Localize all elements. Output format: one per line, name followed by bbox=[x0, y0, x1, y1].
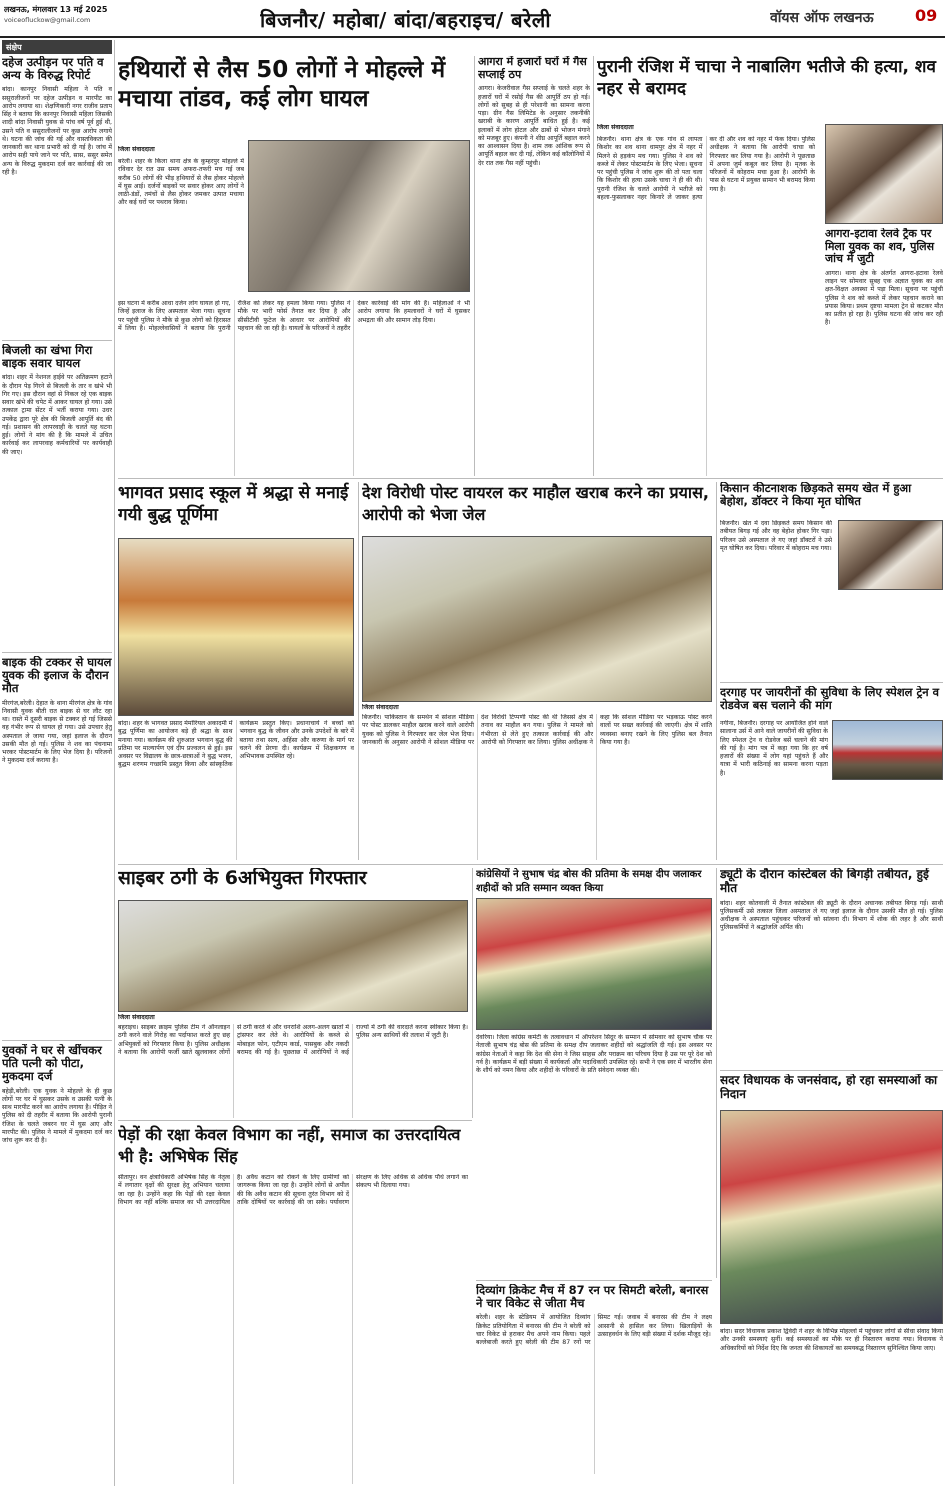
lead-story bbox=[118, 56, 470, 476]
brief-title: दहेज उत्पीड़न पर पति व अन्य के विरुद्ध रिपोर्ट bbox=[2, 56, 104, 83]
gas-story bbox=[478, 56, 590, 476]
vidhayak-headline: सदर विधायक के जनसंवाद, हो रहा समस्याओं का निदान bbox=[720, 1074, 938, 1101]
lead-dateline: जिला संवाददाता bbox=[118, 146, 155, 153]
masthead-email: voiceofluckow@gmail.com bbox=[4, 16, 91, 24]
murder-photo bbox=[825, 124, 943, 224]
farmer-story bbox=[720, 482, 943, 678]
murder-headline: पुरानी रंजिश में चाचा ने नाबालिग भतीजे की हत्या, शव नहर से बरामद bbox=[597, 57, 936, 100]
brief-body: बांदा। शहर में नेशनल हाईवे पर अतिक्रमण हटाने के दौरान पेड़ गिरने से बिजली के तार व खंभे भी गिर गए। इस दौरान वहां से निकल रहे एक बाइक सवार खंभे की चपेट में आकर घायल हो गया। उसे तत्काल ट्रामा सेंटर में भर्ती कराया गया। उधर उपकेंद्र द्वारा पूरे क्षेत्र की बिजली आपूर्ति बंद की गई। प्रशासन की लापरवाही के चलते यह घटना हुई। लोगों ने मांग की है कि मामले में उचित कार्रवाई कर लापरवाह कर्मचारियों पर कार्यवाही की जाए। bbox=[2, 374, 112, 456]
brief-title: बिजली का खंभा गिरा बाइक सवार घायल bbox=[2, 344, 93, 371]
brief-title: युवकों ने घर से खींचकर पति पत्नी को पीटा, मुकदमा दर्ज bbox=[2, 1044, 102, 1084]
masthead-date: लखनऊ, मंगलवार 13 मई 2025 bbox=[4, 5, 108, 14]
post-photo-police bbox=[362, 536, 712, 702]
page-number: 09 bbox=[915, 6, 938, 25]
train-story bbox=[825, 228, 943, 476]
buddha-headline: भागवत प्रसाद स्कूल में श्रद्धा से मनाई गयी बुद्ध पूर्णिमा bbox=[118, 483, 349, 526]
cyber-dateline: जिला संवाददाता bbox=[118, 1014, 155, 1021]
train-body: आगरा। थाना क्षेत्र के अंतर्गत आगरा-इटावा रेलवे लाइन पर सोमवार सुबह एक अज्ञात युवक का शव क्षत-विक्षत अवस्था में पड़ा मिला। सूचना पर पहुंची पुलिस ने शव को कब्जे में लेकर पहचान कराने का प्रयास किया। प्रथम दृष्टया मामला ट्रेन से कटकर मौत का प्रतीत हो रहा है। पुलिस घटना की जांच कर रही है। bbox=[825, 269, 943, 327]
sidebar bbox=[2, 40, 112, 1486]
brief-body: बहेड़ी,बरेली। एक युवक ने मोहल्ले के ही कुछ लोगों पर घर में घुसकर उसके व उसकी पत्नी के साथ मारपीट करने का आरोप लगाया है। पीड़ित ने पुलिस को दी तहरीर में बताया कि आरोपी पुरानी रंजिश के चलते जबरन घर में घुस आए और मारपीट की। पुलिस ने मामले में मुकदमा दर्ज कर जांच शुरू कर दी है। bbox=[2, 1087, 112, 1145]
post-body: बिजनौर। पाकिस्तान के समर्थन में सोशल मीडिया पर पोस्ट डालकर माहौल खराब करने वाले आरोपी युवक को पुलिस ने गिरफ्तार कर जेल भेज दिया। जानकारी के अनुसार आरोपी ने सोशल मीडिया पर देश विरोधी टिप्पणी पोस्ट की थी जिससे क्षेत्र में तनाव का माहौल बन गया। पुलिस ने मामले को गंभीरता से लेते हुए तत्काल कार्रवाई की और आरोपी को गिरफ्तार कर लिया। पुलिस अधीक्षक ने कहा कि सोशल मीडिया पर भड़काऊ पोस्ट करने वालों पर सख्त कार्रवाई की जाएगी। क्षेत्र में शांति व्यवस्था बनाए रखने के लिए पुलिस बल तैनात किया गया है। bbox=[362, 714, 712, 746]
section-title: बिजनौर/ महोबा/ बांदा/बहराइच/ बरेली bbox=[260, 8, 552, 32]
brief-title: बाइक की टक्कर से घायल युवक की इलाज के दौरान मौत bbox=[2, 656, 112, 696]
brief-item bbox=[2, 1044, 112, 1484]
post-story bbox=[362, 482, 712, 860]
buddha-photo bbox=[118, 538, 354, 716]
vidhayak-photo bbox=[720, 1110, 943, 1324]
lead-headline: हथियारों से लैस 50 लोगों ने मोहल्ले में मचाया तांडव, कई लोग घायल bbox=[118, 57, 446, 112]
buddha-story bbox=[118, 482, 354, 860]
cyber-headline: साइबर ठगी के 6अभियुक्त गिरफ्तार bbox=[118, 868, 367, 889]
murder-dateline: जिला संवाददाता bbox=[597, 124, 634, 131]
lead-intro: बरेली। शहर के किला थाना क्षेत्र के कुम्हरपुर मोहल्ले में रविवार देर रात उस समय अफरा-तफरी मच गई जब करीब 50 लोगों की भीड़ हथियारों से लैस होकर मोहल्ले में घुस आई। दर्जनों बाइकों पर सवार होकर आए लोगों ने लाठी-डंडों, तमंचों से लैस होकर जमकर उत्पात मचाया और कई घरों पर पथराव किया। bbox=[118, 158, 244, 207]
masthead bbox=[0, 0, 945, 52]
constable-body: बांदा। शहर कोतवाली में तैनात कांस्टेबल की ड्यूटी के दौरान अचानक तबीयत बिगड़ गई। साथी पुलिसकर्मी उसे तत्काल जिला अस्पताल ले गए जहां इलाज के दौरान उसकी मौत हो गई। पुलिस अधीक्षक ने अस्पताल पहुंचकर परिजनों को सांत्वना दी। विभाग में शोक की लहर है और साथी पुलिसकर्मियों ने श्रद्धांजलि अर्पित की। bbox=[720, 899, 943, 932]
constable-story bbox=[720, 868, 943, 1066]
gas-headline: आगरा में हजारों घरों में गैस सप्लाई ठप bbox=[478, 56, 587, 81]
demand-story bbox=[720, 686, 943, 860]
demand-photo-train bbox=[832, 720, 943, 780]
brief-item bbox=[2, 56, 112, 334]
vidhayak-body: बांदा। सदर विधायक प्रकाश द्विवेदी ने शहर के विभिन्न मोहल्लों में पहुंचकर लोगों से सीधा संवाद किया और उनकी समस्याएं सुनीं। कई समस्याओं का मौके पर ही निस्तारण कराया गया। विधायक ने अधिकारियों को निर्देश दिए कि जनता की शिकायतों का समयबद्ध निस्तारण सुनिश्चित किया जाए। bbox=[720, 1328, 943, 1352]
murder-body: बिजनौर। थाना क्षेत्र के एक गांव से लापता किशोर का शव थाना धामपुर क्षेत्र में नहर में मिलने से हड़कंप मच गया। पुलिस ने शव को कब्जे में लेकर पोस्टमार्टम के लिए भेजा। सूचना पर पहुंची पुलिस ने जांच शुरू की तो पता चला कि किशोर की हत्या उसके चाचा ने ही की थी। पुरानी रंजिश के चलते आरोपी ने भतीजे को बहला-फुसलाकर नहर किनारे ले जाकर हत्या कर दी और शव को नहर में फेंक दिया। पुलिस अधीक्षक ने बताया कि आरोपी चाचा को गिरफ्तार कर लिया गया है। आरोपी ने पूछताछ में अपना जुर्म कबूल कर लिया है। मृतक के परिजनों में कोहराम मचा हुआ है। आरोपी के पास से घटना में प्रयुक्त सामान भी बरामद किया गया है। bbox=[597, 136, 815, 201]
demand-body: नगीना, बिजनौर। दरगाह पर आयोजित होने वाले सालाना उर्स में आने वाले जायरीनों की सुविधा के लिए स्पेशल ट्रेन व रोडवेज बसें चलाने की मांग की गई है। मांग पत्र में कहा गया कि हर वर्ष हजारों की संख्या में लोग यहां पहुंचते हैं और यात्रा में भारी कठिनाई का सामना करना पड़ता है। bbox=[720, 720, 828, 777]
cricket-body: बरेली। शहर के स्टेडियम में आयोजित दिव्यांग क्रिकेट प्रतियोगिता में बनारस की टीम ने बरेली को चार विकेट से हराकर मैच अपने नाम किया। पहले बल्लेबाजी करते हुए बरेली की टीम 87 रनों पर सिमट गई। जवाब में बनारस की टीम ने लक्ष्य आसानी से हासिल कर लिया। खिलाड़ियों के उत्साहवर्धन के लिए बड़ी संख्या में दर्शक मौजूद रहे। bbox=[476, 1314, 712, 1347]
post-dateline: जिला संवाददाता bbox=[362, 704, 399, 711]
lead-photo-cctv bbox=[248, 140, 470, 292]
paper-name: वॉयस ऑफ लखनऊ bbox=[770, 10, 874, 26]
cyber-photo-police bbox=[118, 900, 468, 1012]
cricket-headline: दिव्यांग क्रिकेट मैच में 87 रन पर सिमटी बरेली, बनारस ने चार विकेट से जीता मैच bbox=[476, 1284, 709, 1311]
brief-body: बांदा। कानपुर निवासी महिला ने पति व ससुरालीजनों पर दहेज उत्पीड़न व मारपीट का आरोप लगाया था। शेक्षणिकारी नगर राजीव प्रताप सिंह ने बताया कि कानपुर निवासी महिला जिसकी शादी बांदा निवासी युवक से पांच वर्ष पूर्व हुई थी, उसने पति व ससुरालीजनों पर कुछ आरोप लगाये थे। घटना की जांच की गई और वास्तविकता की जानकारी कर थाना प्रभारी को दी गई है। जांच में आरोप सही पाये जाने पर पति, सास, ससुर समेत अन्य के विरुद्ध मुकदमा दर्ज कर कार्रवाई की जा रही है। bbox=[2, 86, 112, 176]
vidhayak-story bbox=[720, 1074, 943, 1484]
brief-body: मीरगंज,बरेली। देहात के थाना मीरगंज क्षेत्र के गांव निवासी युवक बीती रात बाइक से घर लौट रहा था। रास्ते में दूसरी बाइक से टक्कर हो गई जिससे वह गंभीर रूप से घायल हो गया। उसे उपचार हेतु अस्पताल ले जाया गया, जहां इलाज के दौरान उसकी मौत हो गई। पुलिस ने शव का पंचनामा भरकर पोस्टमार्टम के लिए भेज दिया है। परिजनों ने मुकदमा दर्ज कराया है। bbox=[2, 699, 112, 765]
farmer-headline: किसान कीटनाशक छिड़कते समय खेत में हुआ बेहोश, डॉक्टर ने किया मृत घोषित bbox=[720, 482, 912, 509]
netaji-photo-crowd bbox=[476, 898, 712, 1030]
netaji-body: देवरिया। जिला कांग्रेस कमेटी के तत्वावधान में ऑपरेशन सिंदूर के सम्मान में सोमवार को सुभाष चौक पर नेताजी सुभाष चंद्र बोस की प्रतिमा के समक्ष दीप जलाकर शहीदों को श्रद्धांजलि दी गई। इस अवसर पर कांग्रेस नेताओं ने कहा कि देश की सेना ने जिस साहस और पराक्रम का परिचय दिया है उस पर पूरे देश को गर्व है। कार्यक्रम में बड़ी संख्या में कार्यकर्ता और पदाधिकारी उपस्थित रहे। सभी ने एक स्वर में भारतीय सेना के शौर्य को नमन किया और शहीदों के परिवारों के प्रति संवेदना व्यक्त की। bbox=[476, 1034, 712, 1074]
gas-body: आगरा। केजरीवाल गैस सप्लाई के चलते शहर के हजारों घरों में रसोई गैस की आपूर्ति ठप हो गई। लोगों को सुबह से ही परेशानी का सामना करना पड़ा। ग्रीन गैस लिमिटेड के अनुसार तकनीकी खराबी के कारण आपूर्ति बाधित हुई है। कई इलाकों में लोग होटल और ढाबों से भोजन मंगाने को मजबूर हुए। कंपनी ने शीघ्र आपूर्ति बहाल करने का आश्वासन दिया है। शाम तक आंशिक रूप से आपूर्ति बहाल कर दी गई, लेकिन कई कॉलोनियों में देर रात तक गैस नहीं पहुंची। bbox=[478, 85, 590, 167]
cricket-story bbox=[476, 1284, 712, 1484]
brief-item bbox=[2, 344, 112, 644]
constable-headline: ड्यूटी के दौरान कांस्टेबल की बिगड़ी तबीयत, हुई मौत bbox=[720, 868, 929, 895]
buddha-body: बांदा। शहर के भागवत प्रसाद मेमोरियल अकादमी में बुद्ध पूर्णिमा का आयोजन बड़े ही श्रद्धा के साथ मनाया गया। कार्यक्रम की शुरुआत भगवान बुद्ध की प्रतिमा पर माल्यार्पण एवं दीप प्रज्वलन से हुई। इस अवसर पर विद्यालय के छात्र-छात्राओं ने बुद्ध भजन, बुद्धम शरणम गच्छामि प्रस्तुत किया और सांस्कृतिक कार्यक्रम प्रस्तुत किए। प्रधानाचार्य ने बच्चों को भगवान बुद्ध के जीवन और उनके उपदेशों के बारे में बताया तथा सत्य, अहिंसा और करुणा के मार्ग पर चलने की प्रेरणा दी। कार्यक्रम में शिक्षकगण व अभिभावक उपस्थित रहे। bbox=[118, 720, 354, 769]
sidebar-label: संक्षेप bbox=[2, 40, 112, 54]
murder-story bbox=[597, 56, 943, 476]
brief-item bbox=[2, 656, 112, 1036]
farmer-photo bbox=[838, 520, 943, 590]
post-headline: देश विरोधी पोस्ट वायरल कर माहौल खराब करने का प्रयास, आरोपी को भेजा जेल bbox=[362, 483, 709, 524]
cyber-body: बहराइच। साइबर क्राइम पुलिस टीम ने ऑनलाइन ठगी करने वाले गिरोह का पर्दाफाश करते हुए छह अभियुक्तों को गिरफ्तार किया है। पुलिस अधीक्षक ने बताया कि आरोपी फर्जी खाते खुलवाकर लोगों से ठगी करते थे और धनराशि अलग-अलग खातों में ट्रांसफर कर लेते थे। आरोपियों के कब्जे से मोबाइल फोन, एटीएम कार्ड, पासबुक और नकदी बरामद की गई है। पूछताछ में आरोपियों ने कई राज्यों में ठगी की वारदातें करना स्वीकार किया है। पुलिस अन्य साथियों की तलाश में जुटी है। bbox=[118, 1024, 468, 1056]
train-headline: आगरा-इटावा रेलवे ट्रैक पर मिला युवक का शव, पुलिस जांच में जुटी bbox=[825, 228, 935, 266]
netaji-headline: कांग्रेसियों ने सुभाष चंद्र बोस की प्रतिमा के समक्ष दीप जलाकर शहीदों को प्रति सम्मान व्यक्त किया bbox=[476, 869, 702, 894]
demand-headline: दरगाह पर जायरीनों की सुविधा के लिए स्पेशल ट्रेन व रोडवेज बस चलाने की मांग bbox=[720, 686, 940, 713]
trees-headline: पेड़ों की रक्षा केवल विभाग का नहीं, समाज का उत्तरदायित्व भी है: अभिषेक सिंह bbox=[118, 1125, 461, 1167]
netaji-story bbox=[476, 868, 712, 1278]
lead-body: इस घटना में करीब आधा दर्जन लोग घायल हो गए, जिन्हें इलाज के लिए अस्पताल भेजा गया। सूचना पर पहुंची पुलिस ने मौके से कुछ लोगों को हिरासत में लिया है। मोहल्लेवासियों ने बताया कि पुरानी रंजिश को लेकर यह हमला किया गया। पुलिस ने मौके पर भारी फोर्स तैनात कर दिया है और सीसीटीवी फुटेज के आधार पर आरोपियों की पहचान की जा रही है। घायलों के परिजनों ने तहरीर देकर कार्रवाई की मांग की है। महिलाओं ने भी आरोप लगाया कि हमलावरों ने घरों में घुसकर अभद्रता की और सामान तोड़ दिया। bbox=[118, 300, 470, 332]
cyber-story bbox=[118, 868, 468, 1118]
farmer-body: बिजनौर। खेत में दवा छिड़कते समय किसान की तबीयत बिगड़ गई और वह बेहोश होकर गिर पड़ा। परिजन उसे अस्पताल ले गए जहां डॉक्टरों ने उसे मृत घोषित कर दिया। परिवार में कोहराम मच गया। bbox=[720, 520, 832, 552]
trees-story bbox=[118, 1124, 468, 1484]
trees-body: सीतापुर। वन क्षेत्राधिकारी अभिषेक सिंह के नेतृत्व में लगातार वृक्षों की सुरक्षा हेतु अभियान चलाया जा रहा है। उन्होंने कहा कि पेड़ों की रक्षा केवल विभाग का नहीं बल्कि समाज का भी उत्तरदायित्व है। अवैध कटान को रोकने के लिए ग्रामीणों को जागरूक किया जा रहा है। उन्होंने लोगों से अपील की कि अवैध कटान की सूचना तुरंत विभाग को दें ताकि दोषियों पर कार्रवाई की जा सके। पर्यावरण संरक्षण के लिए अधिक से अधिक पौधे लगाने का संकल्प भी दिलाया गया। bbox=[118, 1174, 468, 1206]
